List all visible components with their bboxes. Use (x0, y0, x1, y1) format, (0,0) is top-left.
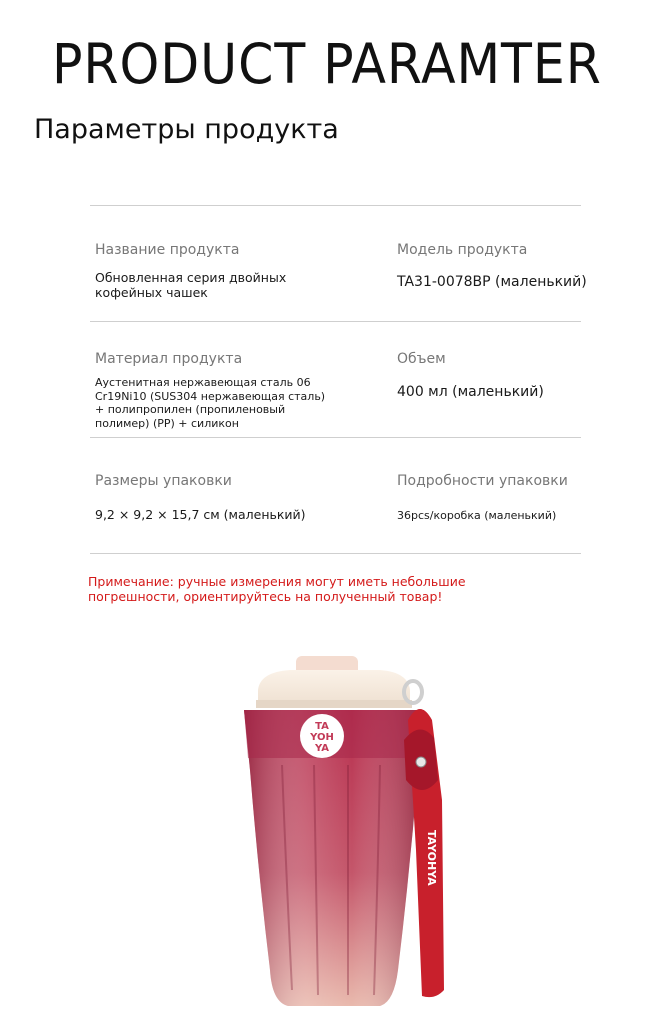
volume-value: 400 мл (маленький) (397, 384, 544, 400)
measurement-note: Примечание: ручные измерения могут иметь небольшие погрешности, ориентируйтесь на полученный товар! (88, 574, 466, 604)
divider (90, 321, 581, 322)
page-title-russian: Параметры продукта (34, 114, 339, 145)
package-size-label: Размеры упаковки (95, 473, 232, 489)
svg-text:TAYOHYA: TAYOHYA (425, 830, 438, 886)
divider (90, 553, 581, 554)
volume-label: Объем (397, 351, 446, 367)
model-value: TA31-0078BP (маленький) (397, 274, 587, 290)
product-name-value: Обновленная серия двойных кофейных чашек (95, 270, 287, 300)
page-title-english: PRODUCT PARAMTER (52, 32, 602, 96)
packing-details-label: Подробности упаковки (397, 473, 568, 489)
svg-text:TA: TA (315, 721, 329, 732)
divider (90, 437, 581, 438)
packing-details-value: 36pcs/коробка (маленький) (397, 509, 557, 522)
package-size-value: 9,2 × 9,2 × 15,7 см (маленький) (95, 507, 306, 522)
svg-text:YOH: YOH (310, 732, 334, 743)
svg-text:YA: YA (314, 743, 330, 754)
lid (258, 670, 410, 704)
model-label: Модель продукта (397, 242, 528, 258)
product-name-label: Название продукта (95, 242, 240, 258)
divider (90, 205, 581, 206)
tumbler-product-image (230, 650, 460, 1024)
material-value: Аустенитная нержавеющая сталь 06 Cr19Ni10 (SUS304 нержавеющая сталь) + полипропилен (пропиленовый полимер) (PP) + силикон (95, 376, 326, 430)
material-label: Материал продукта (95, 351, 243, 367)
